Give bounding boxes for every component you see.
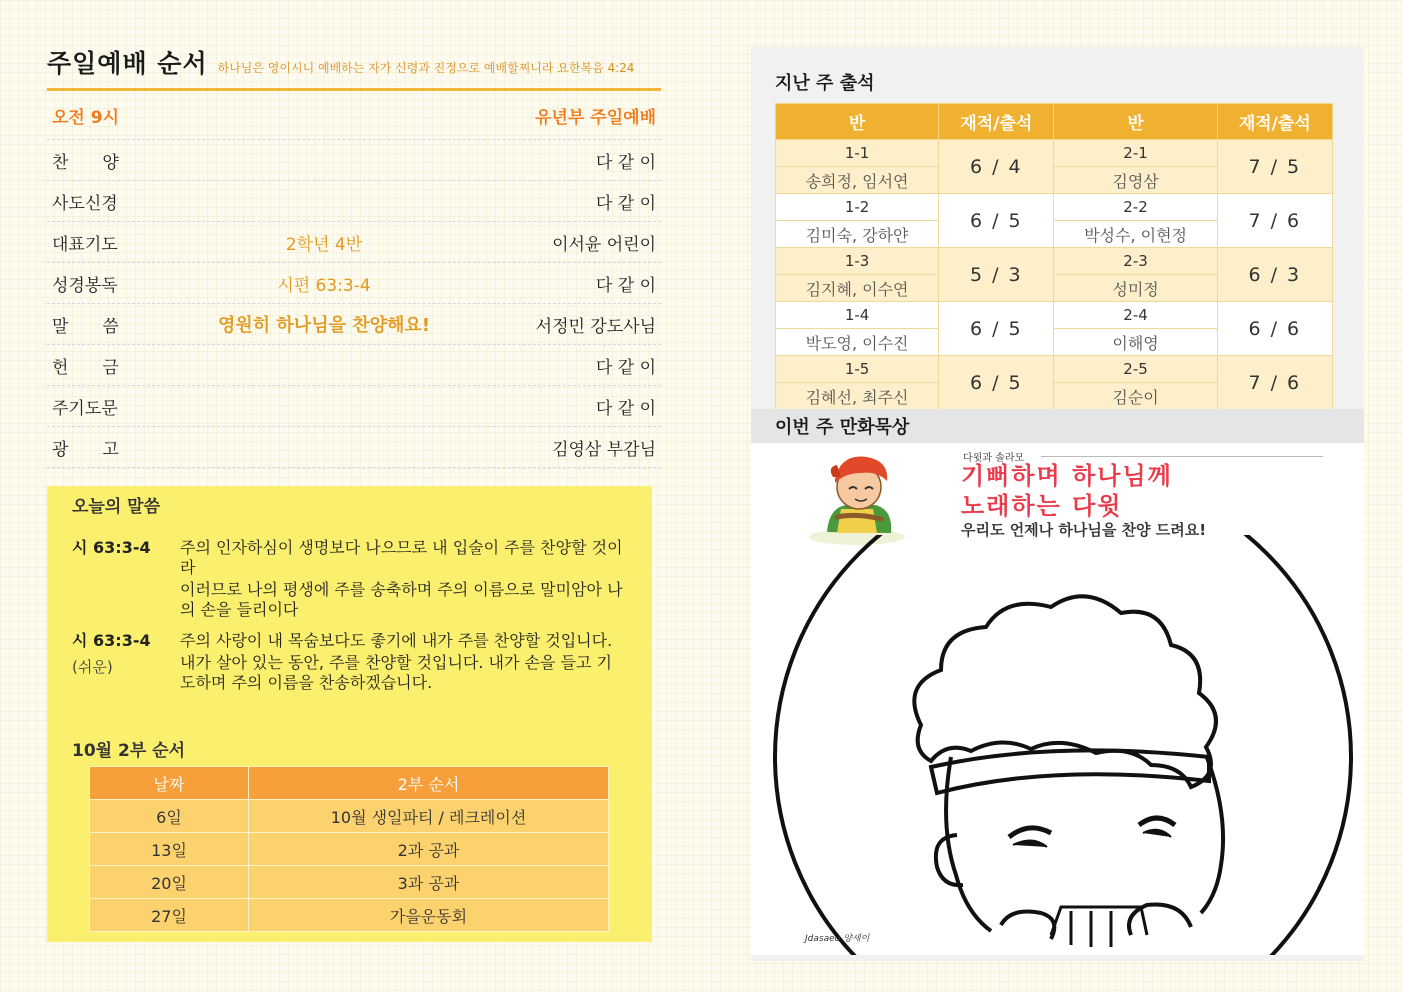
cartoon-headline [961,461,1173,521]
cartoon-subtitle: 우리도 언제나 하나님을 찬양 드려요! [961,521,1207,539]
order-row [47,345,661,386]
class-id: 2-5 [1054,356,1217,383]
class-id: 1-5 [776,356,939,383]
schedule-date: 13일 [90,833,249,866]
verse-line: 주의 인자하심이 생명보다 나으므로 내 입술이 주를 찬양할 것이라 [180,538,623,577]
enrolled-attended: 6 / 5 [939,302,1054,356]
order-item: 광 고 [52,439,119,460]
order-row [47,427,661,468]
teacher-names: 이해영 [1054,329,1217,356]
table-row [90,866,609,899]
enrolled-attended: 6 / 5 [939,194,1054,248]
class-id: 1-3 [776,248,939,275]
table-row [90,833,609,866]
second-service-table [89,766,609,932]
service-time: 오전 9시 [52,107,120,128]
class-id: 2-2 [1054,194,1217,221]
order-item: 헌 금 [52,357,119,378]
order-item: 주기도문 [52,398,118,419]
enrolled-attended: 5 / 3 [939,248,1054,302]
order-detail: 시편 63:3-4 [277,275,371,296]
worship-time-row [47,91,661,140]
order-leader: 김영삼 부감님 [552,439,656,460]
cartoon-series: 다윗과 솔라모 [963,453,1025,464]
worship-title: 주일예배 순서 [47,49,208,78]
order-leader: 다 같 이 [595,193,656,214]
second-service-title: 10월 2부 순서 [72,741,186,761]
order-leader: 다 같 이 [595,398,656,419]
service-name: 유년부 주일예배 [535,107,656,128]
enrolled-attended: 7 / 6 [1217,194,1332,248]
verse-text [180,631,627,693]
class-id: 1-4 [776,302,939,329]
order-row [47,181,661,222]
sermon-title: 영원히 하나님을 찬양해요! [217,315,430,336]
class-id: 2-3 [1054,248,1217,275]
table-row [90,899,609,932]
column-header-program: 2부 순서 [249,767,609,800]
verse-reference [72,631,180,693]
table-row [776,194,1333,221]
todays-word-title: 오늘의 말씀 [72,497,161,517]
schedule-program: 3과 공과 [249,866,609,899]
todays-word-box [47,486,652,942]
verse-line: 주의 사랑이 내 목숨보다도 좋기에 내가 주를 찬양할 것입니다. [180,631,613,650]
column-header-count: 재적/출석 [939,104,1054,140]
table-row [776,140,1333,167]
teacher-names: 김지혜, 이수연 [776,275,939,302]
table-row [90,800,609,833]
table-header-row [90,767,609,800]
enrolled-attended: 7 / 6 [1217,356,1332,410]
order-item: 대표기도 [52,234,118,255]
teacher-names: 송희정, 임서연 [776,167,939,194]
artist-signature: Jdasaeu 양세이 [805,934,870,944]
enrolled-attended: 6 / 5 [939,356,1054,410]
table-header-row [776,104,1333,140]
column-header-class: 반 [1054,104,1217,140]
order-detail: 2학년 4반 [285,234,363,255]
verse-block-easy [72,631,627,693]
table-row [776,248,1333,275]
schedule-program: 2과 공과 [249,833,609,866]
order-item: 말 씀 [52,316,119,337]
order-leader: 서정민 강도사님 [535,316,656,337]
order-row [47,222,661,263]
cartoon-headline-line: 기뻐하며 하나님께 [961,462,1173,490]
worship-header [47,44,661,91]
order-item: 사도신경 [52,193,118,214]
schedule-date: 27일 [90,899,249,932]
schedule-date: 6일 [90,800,249,833]
enrolled-attended: 6 / 3 [1217,248,1332,302]
verse-block [72,538,627,620]
order-leader: 이서윤 어린이 [552,234,656,255]
order-item: 성경봉독 [52,275,118,296]
teacher-names: 성미정 [1054,275,1217,302]
verse-reference: 시 63:3-4 [72,538,151,557]
order-leader: 다 같 이 [595,152,656,173]
attendance-title: 지난 주 출석 [775,73,875,94]
enrolled-attended: 6 / 4 [939,140,1054,194]
schedule-program: 가을운동회 [249,899,609,932]
coloring-page-illustration [751,535,1364,955]
teacher-names: 김혜선, 최주신 [776,383,939,410]
column-header-count: 재적/출석 [1217,104,1332,140]
teacher-names: 박도영, 이수진 [776,329,939,356]
order-row [47,304,661,345]
order-item: 찬 양 [52,152,119,173]
cartoon-title: 이번 주 만화묵상 [775,417,910,438]
verse-line: 이러므로 나의 평생에 주를 송축하며 주의 이름으로 말미암아 나의 손을 들리이다 [180,580,623,619]
divider [1041,456,1323,457]
class-id: 2-4 [1054,302,1217,329]
teacher-names: 김영삼 [1054,167,1217,194]
coloring-cartoon [751,443,1364,955]
teacher-names: 김미숙, 강하얀 [776,221,939,248]
class-id: 1-2 [776,194,939,221]
order-leader: 다 같 이 [595,275,656,296]
table-row [776,302,1333,329]
theme-verse: 하나님은 영이시니 예배하는 자가 신령과 진정으로 예배할찌니라 요한복음 4:24 [217,61,635,75]
worship-order-section [47,44,661,468]
table-row [776,356,1333,383]
enrolled-attended: 6 / 6 [1217,302,1332,356]
teacher-names: 김순이 [1054,383,1217,410]
cartoon-headline-line: 노래하는 다윗 [961,492,1123,520]
teacher-names: 박성수, 이현정 [1054,221,1217,248]
class-id: 1-1 [776,140,939,167]
verse-line: 내가 살아 있는 동안, 주를 찬양할 것입니다. 내가 손을 들고 기도하며 주의 이름을 찬송하겠습니다. [180,653,612,692]
mascot-illustration [797,447,927,547]
easy-version-label: (쉬운) [72,658,113,676]
schedule-date: 20일 [90,866,249,899]
verse-text [180,538,627,620]
class-id: 2-1 [1054,140,1217,167]
order-row [47,140,661,181]
schedule-program: 10월 생일파티 / 레크레이션 [249,800,609,833]
attendance-table [775,103,1333,410]
right-panel [751,47,1364,961]
verse-reference-text: 시 63:3-4 [72,631,151,650]
order-row [47,386,661,427]
order-row [47,263,661,304]
column-header-date: 날짜 [90,767,249,800]
enrolled-attended: 7 / 5 [1217,140,1332,194]
order-leader: 다 같 이 [595,357,656,378]
column-header-class: 반 [776,104,939,140]
